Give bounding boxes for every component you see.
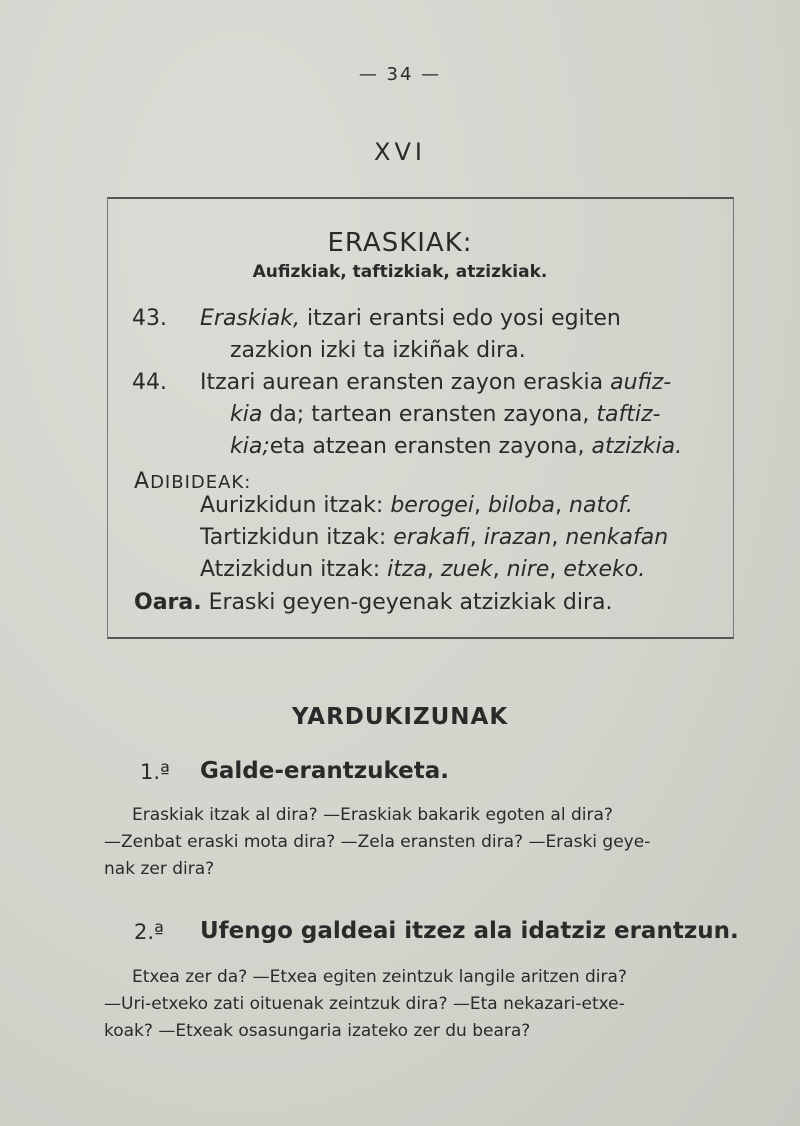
chapter-heading: XVI	[374, 138, 426, 166]
example-1-word-3: natof.	[569, 493, 633, 518]
page-number: — 34 —	[358, 64, 442, 85]
examples-label-rest: DIBIDEAK:	[150, 472, 252, 493]
question-1-line-2: —Zenbat eraski mota dira? —Zela eransten dira? —Eraski geye-	[104, 832, 651, 852]
question-2-title: Ufengo galdeai itzez ala idatziz erantzun.	[200, 918, 739, 944]
examples-label	[134, 469, 251, 494]
rule-43-line-1	[200, 306, 621, 331]
example-3-word-2: zuek	[440, 557, 493, 582]
example-1-word-2: biloba	[487, 493, 556, 518]
question-1-line-1: Eraskiak itzak al dira? —Eraskiak bakarik egoten al dira?	[132, 805, 613, 825]
rule-44-text-2: da; tartean eransten zayona,	[262, 402, 597, 427]
note-text: Eraski geyen-geyenak atzizkiak dira.	[201, 590, 613, 615]
question-1-title: Galde-erantzuketa.	[200, 758, 450, 784]
example-line-2: Tartizkidun itzak: erakafi, irazan, nenkafan	[200, 525, 669, 550]
rule-44-term-4: kia;	[230, 434, 270, 459]
example-line-1: Aurizkidun itzak: berogei, biloba, natof.	[200, 493, 633, 518]
rule-44-line-1	[200, 370, 671, 395]
box-title: ERASKIAK:	[327, 228, 473, 258]
rule-44-text-3: eta atzean eransten zayona,	[269, 434, 592, 459]
example-2-label: Tartizkidun itzak:	[200, 525, 394, 550]
question-2-line-2: —Uri-etxeko zati oituenak zeintzuk dira? —Eta nekazari-etxe-	[104, 994, 625, 1014]
note-line	[134, 590, 612, 615]
rule-43-text: itzari erantsi edo yosi egiten	[299, 306, 621, 331]
rule-44-line-3	[230, 434, 682, 459]
example-2-word-2: irazan	[483, 525, 552, 550]
note-label: Oara.	[134, 590, 202, 615]
example-1-label: Aurizkidun itzak:	[200, 493, 391, 518]
exercises-title: YARDUKIZUNAK	[291, 704, 509, 730]
rule-44-text-1: Itzari aurean eransten zayon eraskia	[200, 370, 611, 395]
rule-43-line-2: zazkion izki ta izkiñak dira.	[230, 338, 526, 363]
rule-44-term-1: aufiz-	[610, 370, 672, 395]
rule-44-line-2	[230, 402, 660, 427]
rule-43-term: Eraskiak,	[200, 306, 300, 331]
example-line-3: Atzizkidun itzak: itza, zuek, nire, etxeko.	[200, 557, 646, 582]
box-subtitle: Aufizkiak, taftizkiak, atzizkiak.	[252, 262, 548, 282]
example-3-word-1: itza	[387, 557, 427, 582]
rule-44-term-2: kia	[230, 402, 263, 427]
rule-43-number: 43.	[132, 306, 167, 331]
question-2-line-3: koak? —Etxeak osasungaria izateko zer du beara?	[104, 1021, 531, 1041]
rule-44-number: 44.	[132, 370, 167, 395]
question-2-line-1: Etxea zer da? —Etxea egiten zeintzuk langile aritzen dira?	[132, 967, 627, 987]
example-2-word-1: erakafi	[393, 525, 470, 550]
question-2-number: 2.ª	[134, 920, 164, 944]
example-3-word-4: etxeko.	[563, 557, 646, 582]
example-1-word-1: berogei	[390, 493, 474, 518]
question-1-line-3: nak zer dira?	[104, 859, 215, 879]
rule-44-term-5: atzizkia.	[591, 434, 683, 459]
example-3-label: Atzizkidun itzak:	[200, 557, 388, 582]
examples-label-cap: A	[134, 469, 151, 494]
question-1-number: 1.ª	[140, 760, 170, 784]
rule-44-term-3: taftiz-	[596, 402, 661, 427]
example-2-word-3: nenkafan	[565, 525, 669, 550]
example-3-word-3: nire	[506, 557, 550, 582]
